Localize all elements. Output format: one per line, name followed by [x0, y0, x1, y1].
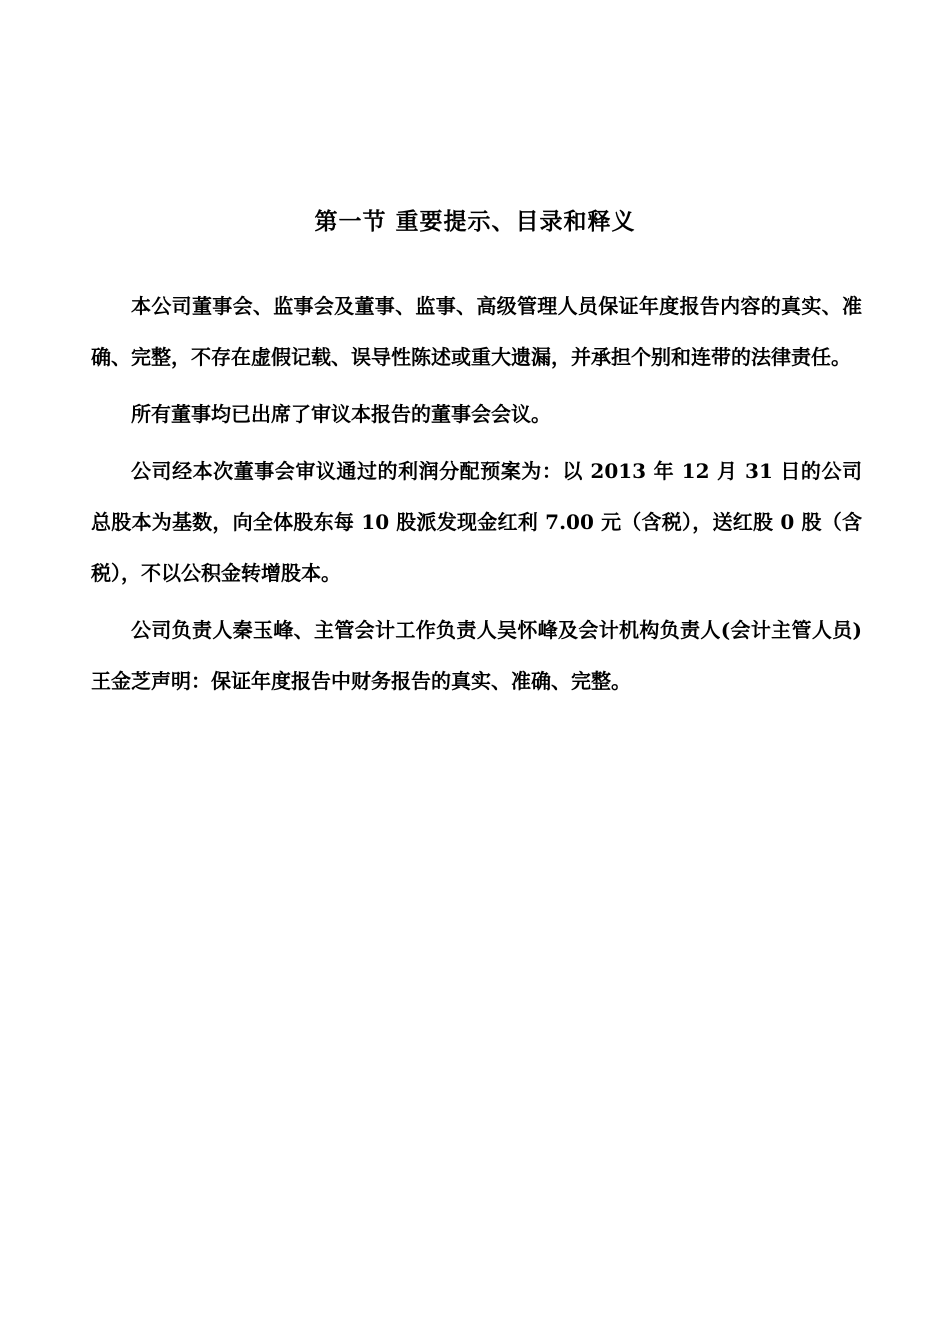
paragraph-board-attendance: 所有董事均已出席了审议本报告的董事会会议。 — [131, 402, 551, 426]
paragraph-responsibility-statement: 本公司董事会、监事会及董事、监事、高级管理人员保证年度报告内容的真实、准确、完整，不存在虚假记载、误导性陈述或重大遗漏，并承担个别和连带的法律责任。 — [91, 294, 862, 369]
paragraph-profit-distribution: 公司经本次董事会审议通过的利润分配预案为：以 2013 年 12 月 31 日的公司总股本为基数，向全体股东每 10 股派发现金红利 7.00 元（含税），送红股 0 股（含税），不以公积金转增股本。 — [91, 459, 862, 585]
important-notice-body — [91, 281, 862, 713]
section-title: 第一节 重要提示、目录和释义 — [314, 208, 636, 235]
paragraph-financial-declaration: 公司负责人秦玉峰、主管会计工作负责人吴怀峰及会计机构负责人(会计主管人员)王金芝声明：保证年度报告中财务报告的真实、准确、完整。 — [91, 618, 862, 693]
